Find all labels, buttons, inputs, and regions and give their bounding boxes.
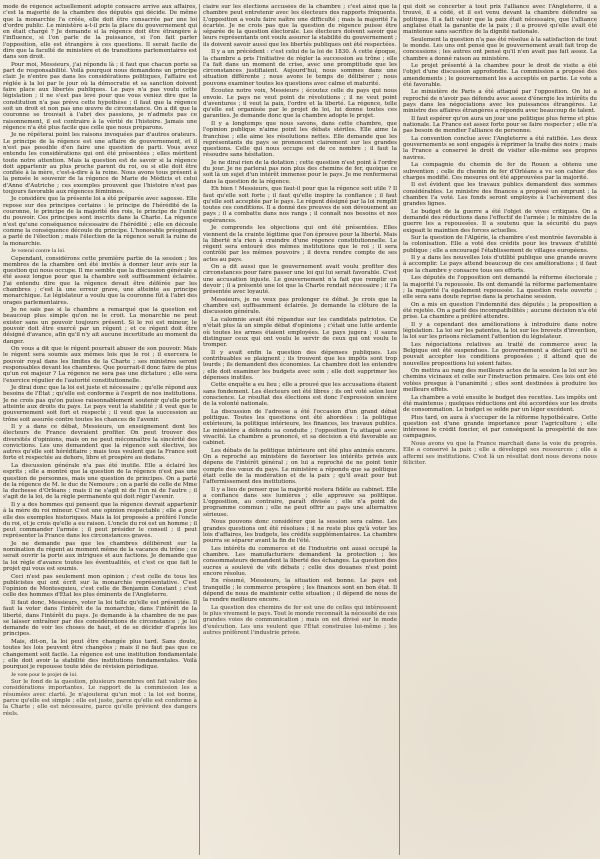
article-paragraph: Seulement la question n'a pas été résolue à la satisfaction de tout le monde. Les uns ont pensé que le gouvernement avait fait trop de concessions ; les autres ont pensé qu'il n'en avait pas fait assez. La chambre a donné raison au ministère. — [403, 36, 597, 62]
article-paragraph: Cette enquête a eu lieu ; elle a prouvé que les accusations étaient sans fondement. Les électeurs ont été libres ; ils ont voté selon leur conscience. Le résultat des élections est donc l'expression sincère de la volonté nationale. — [203, 382, 397, 408]
article-paragraph: La question des chemins de fer est une de celles qui intéressent le plus vivement le pays. Tout le monde reconnaît la nécessité de ces grandes voies de communication ; mais on est divisé sur le mode d'exécution. Les uns veulent que l'État construise lui-même ; les autres préfèrent l'industrie privée. — [203, 604, 397, 636]
article-paragraph: Il y a des hommes qui pensent que la régence devrait appartenir à la mère du roi mineur. C'est une opinion respectable ; elle a pour elle des exemples historiques. Mais la loi proposée a préféré l'oncle du roi, et je crois qu'elle a eu raison. L'oncle du roi est un homme ; il peut commander l'armée ; il peut présider le conseil ; il peut représenter la France dans les circonstances graves. — [3, 501, 197, 540]
article-paragraph: Je ne demande pas que les chambres délibèrent sur la nomination du régent au moment même de la vacance du trône ; ce serait ouvrir la porte aux intrigues et aux factions. Je demande que la loi règle d'avance toutes les éventualités, et c'est ce que fait le projet qui vous est soumis. — [3, 540, 197, 573]
article-paragraph: Messieurs, je ne veux pas prolonger ce débat. Je crois que la chambre est suffisamment éclairée. Je demande la clôture de la discussion générale. — [203, 296, 397, 316]
article-paragraph: La convention conclue avec l'Angleterre a été ratifiée. Les deux gouvernements se sont engagés à réprimer la traite des noirs ; mais la France a conservé le droit de visiter elle-même ses propres navires. — [403, 135, 597, 161]
text-column-middle — [203, 4, 397, 855]
article-paragraph: La calomnie avait été répandue sur les candidats patriotes. Ce n'était plus là un simple débat d'opinions ; c'était une lutte ardente où toutes les armes étaient employées. Le pays jugera ; il saura distinguer ceux qui ont voulu le servir de ceux qui ont voulu le tromper. — [203, 316, 397, 349]
article-paragraph: Ceci n'est pas seulement mon opinion ; c'est celle de tous les publicistes qui ont écrit sur la monarchie représentative. C'est l'opinion de Montesquieu, c'est celle de Benjamin Constant ; c'est celle des hommes d'État les plus éminents de l'Angleterre. — [3, 573, 197, 599]
text-column-left — [3, 4, 197, 855]
article-paragraph: Les députés de l'opposition ont demandé la réforme électorale ; la majorité l'a repoussée. Ils ont demandé la réforme parlementaire ; la majorité l'a également repoussée. La question reste ouverte ; elle sera sans doute reprise dans la prochaine session. — [403, 275, 597, 301]
article-paragraph: Le budget de la guerre a été l'objet de vives critiques. On a demandé des réductions dans l'effectif de l'armée ; le ministre de la guerre les a repoussées. Il a soutenu que la sécurité du pays exigeait le maintien des forces actuelles. — [403, 208, 597, 234]
article-paragraph: Il y avait enfin la question des dépenses publiques. Les contribuables se plaignent ; ils trouvent que les impôts sont trop lourds ; ils demandent des économies. La chambre doit les entendre ; elle doit examiner les budgets avec soin ; elle doit supprimer les dépenses inutiles. — [203, 349, 397, 381]
article-paragraph: Il faut donc, Messieurs, voter la loi telle qu'elle est présentée. Il faut la voter dans l'intérêt de la monarchie, dans l'intérêt de la liberté, dans l'intérêt du pays. Je demande à la chambre de ne pas se laisser entraîner par des considérations de circonstance ; je lui demande de voir les choses de haut, et de se décider d'après les principes. — [3, 599, 197, 638]
article-paragraph: Eh bien ! Messieurs, que faut-il pour que la régence soit utile ? Il faut qu'elle soit forte ; il faut qu'elle inspire la confiance ; il faut qu'elle soit acceptée par le pays. Le régent désigné par la loi remplit toutes ces conditions. Il a donné des preuves de son dévouement au pays ; il a combattu dans nos rangs ; il connaît nos besoins et nos espérances. — [203, 186, 397, 224]
article-paragraph: Nous pouvons donc considérer que la session sera calme. Les grandes questions ont été résolues ; il ne reste plus qu'à voter les lois d'affaires, les budgets, les crédits supplémentaires. La chambre pourra se séparer avant la fin de l'été. — [203, 519, 397, 545]
article-paragraph: Il y a lieu de penser que la majorité restera fidèle au cabinet. Elle a confiance dans ses lumières ; elle approuve sa politique. L'opposition, au contraire, paraît divisée ; elle n'a point de programme commun ; elle ne peut offrir au pays une alternative sérieuse. — [203, 486, 397, 518]
article-paragraph: Nous avons vu que la France marchait dans la voie du progrès. Elle a conservé la paix ; elle a développé ses ressources ; elle a affermi ses institutions. C'est là un résultat dont nous devons nous féliciter. — [403, 440, 597, 466]
article-paragraph: Il y a cependant des améliorations à introduire dans notre législation. La loi sur les patentes, la loi sur les brevets d'invention, la loi sur les prisons réclament l'attention du législateur. — [403, 321, 597, 341]
article-paragraph: Il faut espérer qu'on aura un jour une politique plus ferme et plus nationale. La France est assez forte pour se faire respecter ; elle n'a pas besoin de mendier l'alliance de personne. — [403, 115, 597, 135]
article-paragraph: ciaire sur les élections accusées de la chambre ; c'est ainsi que la chambre peut entretenir avec les électeurs des rapports fréquents. L'opposition a voulu faire naître une difficulté ; mais la majorité l'a écartée. Je ne crois pas que la question de régence puisse être séparée de la question électorale. Les électeurs doivent savoir que leurs représentants ont voulu assurer la stabilité du gouvernement ; ils doivent savoir aussi que les libertés publiques ont été respectées. — [203, 4, 397, 48]
article-paragraph: Je voterai contre la loi. — [11, 248, 66, 255]
article-paragraph: La chambre a voté ensuite le budget des recettes. Les impôts ont été maintenus ; quelques réductions ont été accordées sur les droits de consommation. Le budget se solde par un léger excédent. — [403, 394, 597, 414]
article-paragraph: La discussion générale n'a pas été inutile. Elle a éclairé les esprits ; elle a montré que la question de la régence n'est pas une question de personnes, mais une question de principes. On a parlé de la régence de M. le duc de Nemours ; on a parlé de celle de Mme la duchesse d'Orléans ; mais il ne s'agit ni de l'un ni de l'autre ; il s'agit de la loi, de la règle permanente qui doit régir l'avenir. — [3, 462, 197, 501]
article-paragraph: Mais, dit-on, la loi peut être changée plus tard. Sans doute, toutes les lois peuvent être changées ; mais il ne faut pas que ce changement soit facile. La régence est une institution fondamentale ; elle doit avoir la stabilité des institutions fondamentales. Voilà pourquoi je repousse toute idée de révision périodique. — [3, 638, 197, 671]
article-paragraph: Je comprends les objections qui ont été présentées. Elles viennent de la crainte légitime que l'on éprouve pour la liberté. Mais la liberté n'a rien à craindre d'une régence constitutionnelle. Le régent sera entouré des mêmes institutions que le roi ; il sera contrôlé par les mêmes pouvoirs ; il devra rendre compte de ses actes au pays. — [203, 225, 397, 263]
article-paragraph: On a mis en question l'indemnité des députés ; la proposition a été rejetée. On a parlé des incompatibilités ; aucune décision n'a été prise. La chambre a préféré attendre. — [403, 301, 597, 321]
article-paragraph: Sur le fond de la question, plusieurs membres ont fait valoir des considérations importantes. Le rapport de la commission les a résumées avec clarté. Je n'ajouterai qu'un mot : la loi est bonne, parce qu'elle est simple ; elle est juste, parce qu'elle est conforme à la Charte ; elle est nécessaire, parce qu'elle prévient des dangers réels. — [3, 679, 197, 717]
article-paragraph: qui doit se concerter à tout prix l'alliance avec l'Angleterre, il a trouvé, il a cédé, et il est venu devant la chambre défendre sa politique. Il a fait valoir que la paix était nécessaire, que l'alliance anglaise était la garantie de la paix ; il a prouvé qu'elle avait été maintenue sans sacrifice de la dignité nationale. — [403, 4, 597, 36]
article-paragraph: On mettra au rang des meilleurs actes de la session la loi sur les chemins vicinaux et celle sur l'instruction primaire. Ces lois ont été votées presque à l'unanimité ; elles sont destinées à produire les meilleurs effets. — [403, 368, 597, 394]
article-paragraph: Sur la question de l'Algérie, la chambre s'est montrée favorable à la colonisation. Elle a voté des crédits pour les travaux d'utilité publique ; elle a encouragé l'établissement de villages européens. — [403, 235, 597, 254]
article-paragraph: La discussion de l'adresse a été l'occasion d'un grand débat politique. Toutes les questions ont été abordées : la politique extérieure, la politique intérieure, les finances, les travaux publics. Le ministère a défendu sa conduite ; l'opposition l'a attaqué avec vivacité. La chambre a prononcé, et sa décision a été favorable au cabinet. — [203, 408, 397, 447]
article-paragraph: Il y a dans ce débat, Messieurs, un enseignement dont les électeurs de France devraient profiter. On peut trouver des diversités d'opinions, mais on ne peut méconnaître la sincérité des convictions. Les uns demandent que la régence soit élective, les autres qu'elle soit héréditaire ; mais tous veulent que la France soit forte et respectée au dehors, libre et prospère au dedans. — [3, 423, 197, 462]
article-paragraph: On a dit aussi que le gouvernement avait voulu profiter des circonstances pour faire passer une loi qui lui serait favorable. C'est une accusation injuste. Le gouvernement n'a fait que remplir un devoir ; il a présenté une loi que la Charte rendait nécessaire ; il l'a présentée avec loyauté. — [203, 264, 397, 296]
article-paragraph: Je vote pour le projet de loi. — [11, 671, 78, 678]
article-paragraph: Plus tard, on aura à s'occuper de la réforme hypothécaire. Cette question est d'une grande importance pour l'agriculture ; elle intéresse le crédit foncier, et par conséquent la prospérité de nos campagnes. — [403, 414, 597, 440]
article-paragraph: Les débats de la politique intérieure ont été plus animés encore. On a reproché au ministère de favoriser les intérêts privés aux dépens de l'intérêt général ; on lui a reproché de ne point tenir compte des vœux du pays. Le ministère a répondu que sa politique était celle de la modération et de la paix ; qu'il avait pour but l'affermissement des institutions. — [203, 447, 397, 486]
article-paragraph: Pour moi, Messieurs, j'ai répondu là ; il faut que chacun porte sa part de responsabilité. Voilà pourquoi nous demandons un principe clair. Je n'entre pas dans les considérations politiques, l'affaire est réglée à la loi par le jour où la démocratie et sa sanction doivent faire place aux libertés publiques. Le pays n'a pas voulu cette législation ; il ne s'est pas levé pour que vous veniez dire que la constitution n'a pas prévu cette hypothèse ; il faut que la régence soit un droit et non pas une œuvre de circonstance. On a dit que la couronne se trouvait à l'abri des passions, je n'admets pas ce raisonnement, il est contraire à la vérité de l'histoire. Jamais une régence n'a été plus facile que celle que nous préparons. — [3, 61, 197, 131]
article-paragraph: Je considère que la présente loi a été préparée avec sagesse. Elle repose sur des principes certains : le principe de l'hérédité de la couronne, le principe de la majorité des rois, le principe de l'unité du pouvoir. Ces principes sont inscrits dans la Charte. La régence n'est qu'une conséquence nécessaire de l'hérédité ; elle en découle comme la conséquence découle du principe. L'honorable préopinant a parlé de l'élection ; mais l'élection de la régence serait la ruine de la monarchie. — [3, 196, 197, 247]
article-paragraph: Cependant, considérons cette première partie de la session ; les membres de la chambre ont été invités à donner leur avis sur la question qui nous occupe. Il me semble que la discussion générale a été assez longue pour que la chambre soit suffisamment éclairée. J'ai entendu dire que la régence devait être déférée par les chambres ; c'est là une erreur grave, une atteinte au principe monarchique. Le législateur a voulu que la couronne fût à l'abri des orages parlementaires. — [3, 255, 197, 306]
text-column-right — [403, 4, 597, 855]
column-divider — [399, 4, 400, 855]
article-paragraph: Il est évident que les travaux publics demandent des sommes considérables. Le ministre des finances a proposé un emprunt ; la chambre l'a voté. Les fonds seront employés à l'achèvement des grandes lignes. — [403, 182, 597, 208]
column-divider — [199, 4, 200, 855]
article-paragraph: Les négociations relatives au traité de commerce avec la Belgique ont été suspendues. Le gouvernement a déclaré qu'il ne pouvait accepter les conditions proposées ; il attend que de nouvelles propositions lui soient faites. — [403, 341, 597, 367]
article-paragraph: Il y a dans les nouvelles lois d'utilité publique une grande œuvre à accomplir. Le pays attend beaucoup de ces améliorations ; il faut que la chambre y consacre tous ses efforts. — [403, 255, 597, 274]
article-paragraph: mode de régence actuellement adopté consacre arrive aux affaires, c'est la majorité de la chambre des députés qui décide. De même que la monarchie l'a créée, elle doit être consacrée par une loi d'ordre public. Le ministère a-t-il pris la place du gouvernement qui en était chargé ? Je demande si la régence doit être étrangère à l'influence, si l'on parle de la puissance, si l'on fait parler l'opposition, elle est étrangère à ces questions. Il serait facile de dire que la faculté de ministère et de transitions parlementaires est dans son droit. — [3, 4, 197, 61]
article-paragraph: Écoutez notre voix, Messieurs ; écoutez celle du pays qui nous envoie. Le pays ne veut point de révolutions ; il ne veut point d'aventures ; il veut la paix, l'ordre et la liberté. La régence, telle qu'elle est organisée par le projet de loi, lui donne toutes ces garanties. Je demande donc que la chambre adopte le projet. — [203, 88, 397, 120]
article-paragraph: En résumé, Messieurs, la situation est bonne. Le pays est tranquille ; le commerce prospère ; les finances sont en bon état. Il dépend de nous de maintenir cette situation ; il dépend de nous de la rendre meilleure encore. — [203, 578, 397, 604]
article-paragraph: Je ne dirai rien de la dotation ; cette question n'est point à l'ordre du jour. Je ne parlerai pas non plus des chemins de fer, quoique ce soit là un sujet d'un intérêt immense pour le pays. Je me renfermerai dans la question de la régence. — [203, 159, 397, 185]
article-paragraph: Il y a longtemps que nous savons, dans cette chambre, que l'opinion publique n'aime point les débats stériles. Elle aime la franchise ; elle aime les résolutions nettes. Elle demande que les représentants du pays se prononcent clairement sur les grandes questions. Celle qui nous occupe est de ce nombre ; il faut la résoudre sans hésitation. — [203, 120, 397, 159]
article-paragraph: Il y a un précédent : c'est celui de la loi de 1830. À cette époque, la chambre a pris l'initiative de régler la succession au trône ; elle l'a fait dans un moment de crise, avec une promptitude que les circonstances justifiaient. Aujourd'hui, nous sommes dans une situation différente ; nous avons le temps de délibérer ; nous pouvons examiner toutes les questions avec calme et maturité. — [203, 49, 397, 87]
article-paragraph: Je ne sais pas si la chambre a remarqué que la question est beaucoup plus simple qu'on ne le croit. La monarchie ne peut exister sans un pouvoir toujours présent. Si le roi est mineur, le pouvoir doit être exercé par un régent ; et ce régent doit être désigné d'avance, afin qu'il n'y ait aucune incertitude au moment du danger. — [3, 307, 197, 345]
article-paragraph: On vous a dit que le régent pourrait abuser de son pouvoir. Mais le régent sera soumis aux mêmes lois que le roi ; il exercera le pouvoir royal dans les limites de la Charte ; ses ministres seront responsables devant les chambres. Que pourrait-il donc faire de plus qu'un roi majeur ? La régence ne sera pas une dictature ; elle sera l'exercice régulier de l'autorité constitutionnelle. — [3, 346, 197, 384]
article-paragraph: Je dirai donc que la loi est juste et nécessaire ; qu'elle répond aux besoins de l'État ; qu'elle est conforme à l'esprit de nos institutions. Je ne crois pas qu'on puisse raisonnablement soutenir qu'elle porte atteinte aux droits du pays. Le pays veut la stabilité ; il veut que le gouvernement soit fort et respecté ; il veut que la succession au trône soit assurée contre toutes les chances de l'avenir. — [3, 385, 197, 423]
article-paragraph: Le ministère de Paris a été attaqué par l'opposition. On lui a reproché de n'avoir pas défendu avec assez d'énergie les intérêts du pays dans les négociations avec les puissances étrangères. Le ministre des affaires étrangères a répondu avec beaucoup de talent. — [403, 89, 597, 115]
article-paragraph: Je ne répéterai point les raisons invoquées par d'autres orateurs. Le principe de la régence est une affaire de gouvernement, et il n'est pas possible d'en faire une question de parti. Vous avez entendu les considérations qui ont été présentées ; elles méritent toute notre attention. Mais la question est de savoir si la régence doit appartenir au plus proche parent du roi, ou si elle doit être confiée à la mère, c'est-à-dire à la reine. Nous avons tous présent à la pensée le souvenir de la régence de Marie de Médicis et celui d'Anne d'Autriche ; ces exemples prouvent que l'histoire n'est pas toujours favorable aux régences féminines. — [3, 132, 197, 195]
article-paragraph: Les intérêts du commerce et de l'industrie ont aussi occupé la chambre. Les manufacturiers demandent la protection ; les consommateurs demandent la liberté des échanges. La question des sucres a soulevé de vifs débats ; celle des douanes n'est point encore résolue. — [203, 545, 397, 577]
article-paragraph: La compagnie du chemin de fer de Rouen a obtenu une subvention ; celle du chemin de fer d'Orléans a vu son cahier des charges modifié. Ces mesures ont été approuvées par la majorité. — [403, 162, 597, 181]
article-paragraph: Le projet présenté à la chambre pour le droit de visite a été l'objet d'une discussion approfondie. La commission a proposé des amendements ; le gouvernement les a acceptés en partie. Le vote a été favorable. — [403, 63, 597, 88]
